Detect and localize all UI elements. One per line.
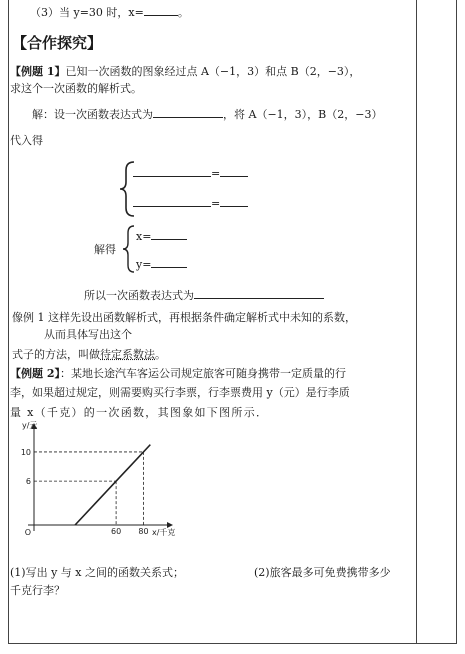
question-3-suffix: 。 — [177, 6, 189, 19]
equation-1-sign: = — [211, 167, 221, 180]
result-blank — [194, 288, 324, 299]
y-answer — [136, 257, 187, 272]
y-tick-label-1: 10 — [20, 447, 31, 457]
example2-tag: 【例题 2】 — [10, 367, 60, 380]
expression-blank — [153, 107, 223, 118]
example2-line1 — [10, 367, 346, 381]
x-tick-label-1: 80 — [138, 527, 149, 536]
method-line3-suffix: 。 — [155, 348, 166, 361]
example2-text2: 李，如果超过规定，则需要购买行李票，行李票费用 y（元）是行李质 — [10, 386, 350, 399]
section-heading: 【合作探究】 — [12, 34, 103, 52]
equation-1-right-blank — [220, 166, 248, 177]
question-3-line — [30, 5, 189, 20]
y-answer-blank — [151, 257, 187, 268]
y-answer-label: y= — [136, 258, 152, 271]
method-line2: 从而具体写出这个 — [44, 328, 132, 341]
method-line3 — [12, 348, 166, 362]
example2-text1: ：某地长途汽车客运公司规定旅客可随身携带一定质量的行 — [59, 367, 346, 380]
example1-line1 — [10, 65, 360, 79]
equation-2-left-blank — [133, 196, 211, 207]
result-line — [84, 288, 324, 303]
solve-label: 解得 — [94, 243, 116, 256]
x-answer-blank — [151, 229, 187, 240]
solution-line — [32, 107, 382, 122]
x-axis-title: x/千克 — [152, 528, 176, 537]
equation-2-right-blank — [220, 196, 248, 207]
y-axis-title: y/元 — [22, 421, 38, 430]
question-2: (2)旅客最多可免费携带多少 — [254, 566, 391, 579]
question-3-prefix: （3）当 y=30 时， — [30, 6, 129, 19]
solution-prefix: 解：设一次函数表达式为 — [32, 108, 153, 121]
example1-text1: 已知一次函数的图象经过点 A（−1，3）和点 B（2，−3）， — [65, 65, 361, 78]
series-line — [75, 445, 150, 525]
solve-brace-icon — [121, 224, 137, 274]
method-term: 待定系数法 — [100, 348, 155, 361]
question-2-continued: 千克行李？ — [10, 584, 65, 597]
worksheet — [8, 0, 457, 654]
equation-2-sign: = — [211, 197, 221, 210]
x-tick-label-0: 60 — [111, 527, 122, 536]
equation-1-left-blank — [133, 166, 211, 177]
cost-weight-chart — [18, 420, 188, 545]
solution-mid: ，将 A（−1，3），B（2，−3） — [223, 108, 383, 121]
x-answer-label: x= — [136, 230, 152, 243]
equation-2 — [133, 196, 248, 211]
substitute-label: 代入得 — [10, 134, 43, 147]
result-label: 所以一次函数表达式为 — [84, 289, 194, 302]
example2-text3: 量 x（千克）的一次函数，其图象如下图所示． — [10, 406, 269, 419]
question-1: (1)写出 y 与 x 之间的函数关系式； — [10, 566, 184, 579]
method-line1: 像例 1 这样先设出函数解析式，再根据条件确定解析式中未知的系数， — [12, 311, 356, 324]
example1-text2: 求这个一次函数的解析式。 — [10, 82, 142, 95]
equation-1 — [133, 166, 248, 181]
x-label: x= — [128, 6, 144, 19]
example1-tag: 【例题 1】 — [10, 65, 66, 78]
y-tick-label-0: 6 — [25, 477, 31, 487]
method-line3-prefix: 式子的方法，叫做 — [12, 348, 100, 361]
column-divider — [416, 0, 417, 643]
x-answer — [136, 229, 187, 244]
origin-label: O — [24, 528, 31, 537]
answer-blank — [144, 5, 178, 16]
